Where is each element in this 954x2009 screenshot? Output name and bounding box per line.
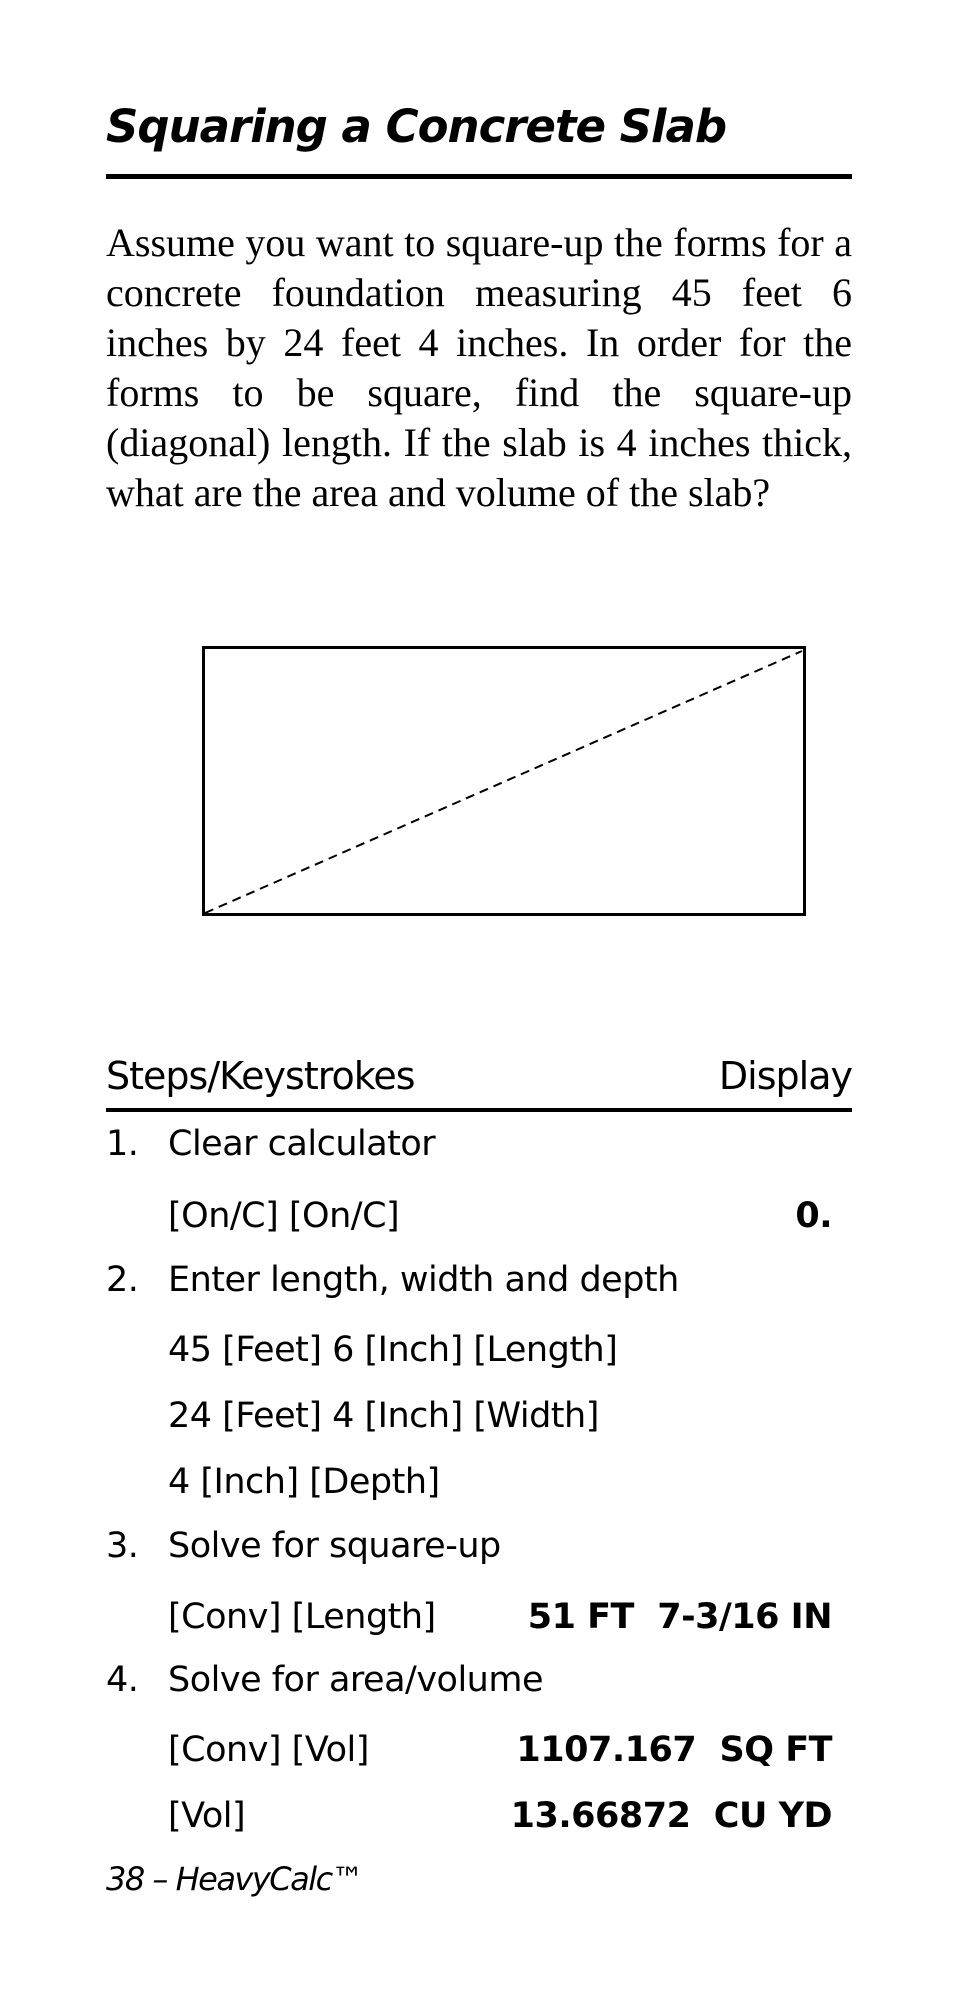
- keystrokes: 4 [Inch] [Depth]: [168, 1462, 440, 1502]
- keystroke-row: [106, 1396, 832, 1444]
- step-label: Solve for square-up: [168, 1526, 501, 1566]
- step-label: Enter length, width and depth: [168, 1260, 679, 1300]
- step-number: 3.: [106, 1526, 139, 1566]
- page-title: Squaring a Concrete Slab: [106, 100, 727, 153]
- step-label: Clear calculator: [168, 1124, 436, 1164]
- title-rule: [106, 174, 852, 179]
- step-number: 2.: [106, 1260, 139, 1300]
- keystrokes: [Vol]: [168, 1796, 246, 1836]
- step-label: Solve for area/volume: [168, 1660, 543, 1700]
- step-row: [106, 1526, 832, 1574]
- slab-diagram: [202, 646, 806, 916]
- display-value: 13.66872 CU YD: [510, 1796, 832, 1836]
- keystroke-row: [106, 1462, 832, 1510]
- step-row: [106, 1260, 832, 1308]
- keystroke-row: [106, 1597, 832, 1645]
- step-number: 4.: [106, 1660, 139, 1700]
- keystrokes: [On/C] [On/C]: [168, 1196, 400, 1236]
- slab-diagonal: [205, 651, 802, 913]
- display-value: 1107.167 SQ FT: [516, 1730, 832, 1770]
- header-steps: Steps/Keystrokes: [106, 1054, 415, 1098]
- keystroke-row: [106, 1796, 832, 1844]
- keystrokes: 45 [Feet] 6 [Inch] [Length]: [168, 1330, 618, 1370]
- problem-statement: Assume you want to square-up the forms for a concrete foundation measuring 45 feet 6 inches by 24 feet 4 inches. In order for the forms to be square, find the square-up (diagonal) length. If the slab is 4 inches thick, what are the area and volume of the slab?: [106, 220, 852, 515]
- display-value: 51 FT 7-3/16 IN: [527, 1597, 832, 1637]
- steps-table-header: [106, 1054, 852, 1106]
- keystroke-row: [106, 1730, 832, 1778]
- step-number: 1.: [106, 1124, 139, 1164]
- page-footer: 38 – HeavyCalc™: [106, 1860, 363, 1898]
- keystrokes: [Conv] [Vol]: [168, 1730, 369, 1770]
- header-display: Display: [718, 1054, 852, 1098]
- step-row: [106, 1124, 832, 1172]
- keystroke-row: [106, 1330, 832, 1378]
- step-row: [106, 1660, 832, 1708]
- keystroke-row: [106, 1196, 832, 1244]
- display-value: 0.: [795, 1196, 832, 1236]
- keystrokes: 24 [Feet] 4 [Inch] [Width]: [168, 1396, 599, 1436]
- keystrokes: [Conv] [Length]: [168, 1597, 436, 1637]
- steps-rule: [106, 1108, 852, 1112]
